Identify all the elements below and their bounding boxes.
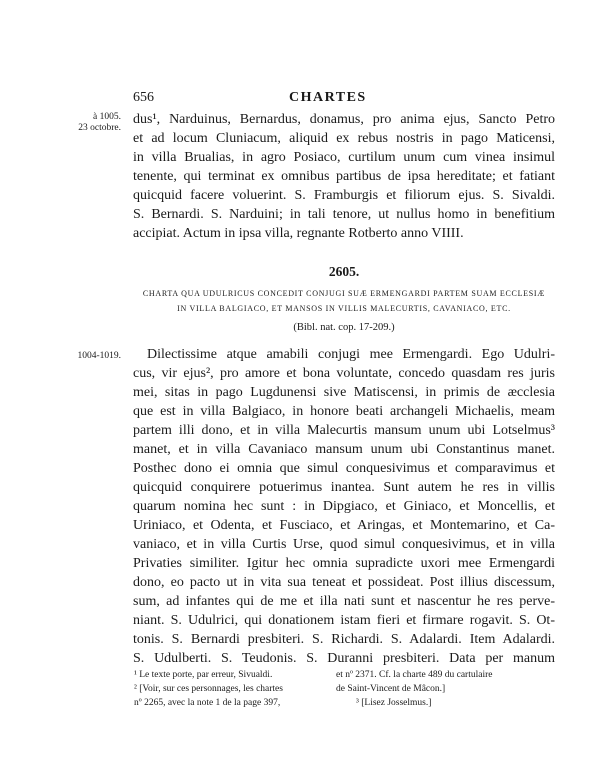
- text-line: mei, sitas in pago Lugdunensi sive Matiscensi, in primis de æcclesia: [133, 385, 555, 400]
- text-line: Dilectissime atque amabili conjugi mee Ermengardi. Ego Udulri-: [147, 347, 555, 362]
- text-line: et ad locum Cluniacum, aliquid ex rebus nostris in pago Maticensi,: [133, 131, 555, 146]
- margin-date-2: 1004-1019.: [77, 351, 121, 361]
- footnote-line: ² [Voir, sur ces personnages, les chartes: [134, 684, 283, 694]
- text-line: dus¹, Narduinus, Bernardus, donamus, pro anima ejus, Sancto Petro: [133, 112, 555, 127]
- text-line: S. Bernardi. S. Narduini; in tali tenore, ut nullus homo in benefitium: [133, 207, 555, 222]
- text-line: S. Udulberti. S. Teudonis. S. Duranni presbiteri. Data per manum: [133, 651, 555, 666]
- page-number: 656: [133, 90, 154, 105]
- text-line: partem illi dono, et in villa Malecurtis mansum unum ubi Lotselmus³: [133, 423, 555, 438]
- text-line: in villa Brualias, in agro Posiaco, curtilum unum cum vinea insimul: [133, 150, 555, 165]
- footnote-line: ³ [Lisez Josselmus.]: [356, 698, 432, 708]
- text-line: tonis. S. Bernardi presbiteri. S. Richardi. S. Adalardi. Item Adalardi.: [133, 632, 555, 647]
- text-line: quicquid conquirere potuerimus inantea. Sunt autem he res in villis: [133, 480, 555, 495]
- charter-title-line: CHARTA QUA UDULRICUS CONCEDIT CONJUGI SUÆ ERMENGARDI PARTEM SUAM ECCLESIÆ: [142, 289, 546, 298]
- margin-date-1-line: à 1005.: [93, 112, 121, 122]
- text-line: dono, eo pacto ut in vita sua teneat et possideat. Post illius discessum,: [133, 575, 555, 590]
- footnote-line: et nº 2371. Cf. la charte 489 du cartulaire: [336, 670, 493, 680]
- footnote-line: de Saint-Vincent de Mâcon.]: [336, 684, 446, 694]
- charter-number: 2605.: [328, 264, 360, 279]
- margin-date-1-line: 23 octobre.: [78, 123, 121, 133]
- text-line: tenente, qui terminat ex omnibus partibus de ipsa hereditate; et fatiant: [133, 169, 555, 184]
- text-line: Privaties similiter. Igitur hec omnia supradicte uxori mee Ermengardi: [133, 556, 555, 571]
- charter-title-line: IN VILLA BALGIACO, ET MANSOS IN VILLIS MALECURTIS, CAVANIACO, ETC.: [177, 304, 511, 313]
- charter-reference: (Bibl. nat. cop. 17-209.): [293, 322, 395, 333]
- footnotes-left: [134, 668, 334, 710]
- text-line: niant. S. Udulrici, qui donationem istam fieri et firmare rogavit. S. Ot-: [133, 613, 555, 628]
- charter-text: [133, 345, 555, 668]
- footnotes-right: [336, 668, 556, 710]
- text-line: quarum nomina hec sunt : in Dipgiaco, et Giniaco, et Moncellis, et: [133, 499, 555, 514]
- text-line: vaniaco, et in villa Curtis Urse, quod simul conquesivimus, et in villa: [133, 537, 555, 552]
- text-line: accipiat. Actum in ipsa villa, regnante Rotberto anno VIIII.: [133, 226, 464, 241]
- text-line: quicquid facere voluerint. S. Framburgis et filiorum ejus. S. Sivaldi.: [133, 188, 555, 203]
- text-line: manet, et in villa Cavaniaco mansum unum ubi Constantinus manet.: [133, 442, 555, 457]
- footnote-line: ¹ Le texte porte, par erreur, Sivualdi.: [134, 670, 273, 680]
- text-line: Posthec dono ei omnia que simul conquesivimus et comparavimus et: [133, 461, 555, 476]
- text-line: que est in villa Balgiaco, in honore beati archangeli Michaelis, meam: [133, 404, 555, 419]
- text-line: Uriniaco, et Odenta, et Fusciaco, et Aringas, et Montemarino, et Ca-: [133, 518, 555, 533]
- running-title: CHARTES: [289, 90, 367, 105]
- text-line: cus, vir ejus², pro amore et bona voluntate, concedo quasdam res juris: [133, 366, 555, 381]
- footnote-line: nº 2265, avec la note 1 de la page 397,: [134, 698, 281, 708]
- text-line: sum, ad infantes qui de me et illa nati sunt et nascentur he res perve-: [133, 594, 555, 609]
- charter-continuation: [133, 110, 555, 243]
- margin-date-1: [55, 112, 121, 134]
